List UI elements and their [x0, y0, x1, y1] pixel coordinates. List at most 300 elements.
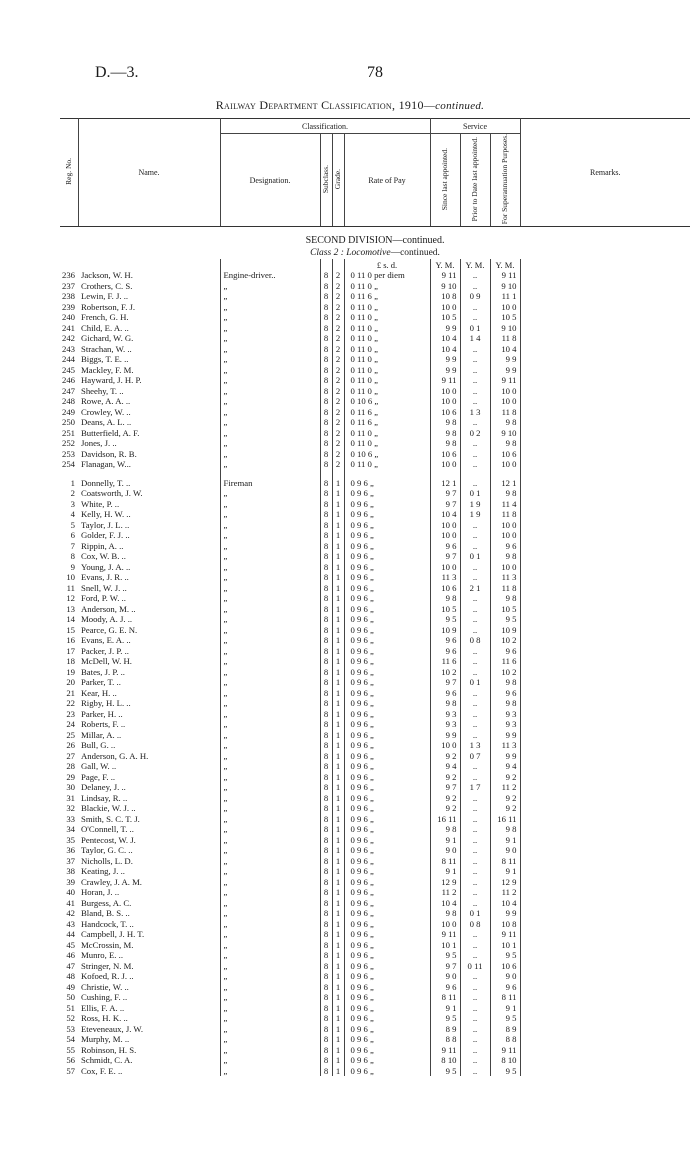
- reg-no-cell: 6: [70, 530, 75, 541]
- subclass-cell: 8: [320, 845, 332, 856]
- subclass-cell: 8: [320, 866, 332, 877]
- grade-cell: 1: [332, 530, 344, 541]
- rate-cell: 0 11 0 „: [344, 375, 430, 386]
- super-cell: 9 2: [490, 803, 520, 814]
- subclass-cell: 8: [320, 1003, 332, 1014]
- remarks-cell: [520, 1013, 690, 1024]
- super-cell: 10 0: [490, 396, 520, 407]
- prior-cell: 0 1: [460, 677, 490, 688]
- prior-cell: ..: [460, 845, 490, 856]
- subclass-cell: 8: [320, 386, 332, 397]
- super-cell: 10 5: [490, 312, 520, 323]
- rate-cell: 0 9 6 „: [344, 1003, 430, 1014]
- rate-cell: 0 11 0 „: [344, 323, 430, 334]
- super-cell: 10 0: [490, 562, 520, 573]
- remarks-cell: [520, 866, 690, 877]
- name-cell: Butterfield, A. F.: [78, 428, 220, 439]
- prior-cell: 0 11: [460, 961, 490, 972]
- prior-cell: ..: [460, 688, 490, 699]
- remarks-cell: [520, 877, 690, 888]
- super-cell: 9 9: [490, 908, 520, 919]
- rate-cell: 0 11 6 „: [344, 417, 430, 428]
- grade-cell: 1: [332, 877, 344, 888]
- rate-cell: 0 9 6 „: [344, 551, 430, 562]
- super-cell: 9 11: [490, 270, 520, 281]
- designation-cell: „: [220, 971, 320, 982]
- rate-cell: 0 9 6 „: [344, 940, 430, 951]
- classification-table: [60, 118, 690, 1076]
- remarks-cell: [520, 333, 690, 344]
- name-cell: White, P. ..: [78, 499, 220, 510]
- prior-cell: ..: [460, 375, 490, 386]
- prior-cell: ..: [460, 950, 490, 961]
- remarks-cell: [520, 1066, 690, 1077]
- name-cell: Evans, J. R. ..: [78, 572, 220, 583]
- remarks-cell: [520, 803, 690, 814]
- reg-no-cell: 5: [70, 519, 75, 530]
- subclass-cell: 8: [320, 740, 332, 751]
- subclass-cell: 8: [320, 291, 332, 302]
- designation-cell: „: [220, 824, 320, 835]
- super-cell: 11 8: [490, 583, 520, 594]
- reg-no-cell: 41: [66, 897, 75, 908]
- subclass-cell: 8: [320, 417, 332, 428]
- remarks-cell: [520, 438, 690, 449]
- subclass-cell: 8: [320, 950, 332, 961]
- remarks-cell: [520, 688, 690, 699]
- name-cell: Handcock, T. ..: [78, 919, 220, 930]
- remarks-cell: [520, 396, 690, 407]
- table-row: [60, 572, 690, 583]
- reg-no-cell: 13: [66, 603, 75, 614]
- grade-cell: 1: [332, 824, 344, 835]
- table-row: [60, 772, 690, 783]
- rate-cell: 0 9 6 „: [344, 520, 430, 531]
- designation-cell: „: [220, 530, 320, 541]
- super-cell: 10 8: [490, 919, 520, 930]
- since-last-cell: 9 9: [430, 730, 460, 741]
- since-last-cell: 9 3: [430, 719, 460, 730]
- remarks-cell: [520, 365, 690, 376]
- rate-cell: 0 9 6 „: [344, 772, 430, 783]
- since-last-cell: 9 2: [430, 793, 460, 804]
- remarks-cell: [520, 992, 690, 1003]
- designation-cell: „: [220, 604, 320, 615]
- rate-cell: 0 9 6 „: [344, 761, 430, 772]
- grade-cell: 1: [332, 803, 344, 814]
- super-cell: 12 1: [490, 478, 520, 489]
- rate-cell: 0 9 6 „: [344, 971, 430, 982]
- table-row: [60, 1003, 690, 1014]
- since-last-cell: 9 4: [430, 761, 460, 772]
- name-cell: Crawley, J. A. M.: [78, 877, 220, 888]
- name-cell: Donnelly, T. ..: [78, 478, 220, 489]
- name-cell: Taylor, J. L. ..: [78, 520, 220, 531]
- super-cell: 9 8: [490, 438, 520, 449]
- name-cell: Kear, H. ..: [78, 688, 220, 699]
- reg-no-cell: 27: [66, 750, 75, 761]
- reg-no-cell: 24: [66, 719, 75, 730]
- grade-cell: 1: [332, 688, 344, 699]
- grade-cell: 2: [332, 365, 344, 376]
- name-cell: McDell, W. H.: [78, 656, 220, 667]
- subclass-cell: 8: [320, 354, 332, 365]
- super-cell: 9 11: [490, 375, 520, 386]
- grade-cell: 1: [332, 709, 344, 720]
- grade-cell: 2: [332, 375, 344, 386]
- subclass-cell: 8: [320, 562, 332, 573]
- rate-cell: 0 11 0 „: [344, 281, 430, 292]
- designation-cell: „: [220, 961, 320, 972]
- prior-cell: ..: [460, 656, 490, 667]
- rate-cell: 0 9 6 „: [344, 530, 430, 541]
- table-row: [60, 396, 690, 407]
- table-row: [60, 291, 690, 302]
- since-last-cell: 11 6: [430, 656, 460, 667]
- subclass-cell: 8: [320, 520, 332, 531]
- grade-cell: 1: [332, 772, 344, 783]
- subclass-cell: 8: [320, 407, 332, 418]
- header-classification: Classification.: [220, 119, 430, 134]
- designation-cell: „: [220, 281, 320, 292]
- name-cell: Bull, G. ..: [78, 740, 220, 751]
- grade-cell: 1: [332, 887, 344, 898]
- reg-no-cell: 3: [70, 498, 75, 509]
- super-cell: 9 8: [490, 824, 520, 835]
- designation-cell: „: [220, 845, 320, 856]
- reg-no-cell: 46: [66, 950, 75, 961]
- name-cell: Deans, A. L. ..: [78, 417, 220, 428]
- prior-cell: ..: [460, 835, 490, 846]
- remarks-cell: [520, 449, 690, 460]
- remarks-cell: [520, 614, 690, 625]
- designation-cell: „: [220, 887, 320, 898]
- designation-cell: „: [220, 950, 320, 961]
- table-row: [60, 667, 690, 678]
- header-rate-of-pay: Rate of Pay: [344, 134, 430, 227]
- remarks-cell: [520, 417, 690, 428]
- designation-cell: „: [220, 646, 320, 657]
- rate-cell: 0 11 0 „: [344, 333, 430, 344]
- subclass-cell: 8: [320, 751, 332, 762]
- name-cell: Cox, F. E. ..: [78, 1066, 220, 1077]
- name-cell: Packer, J. P. ..: [78, 646, 220, 657]
- since-last-cell: 9 8: [430, 417, 460, 428]
- since-last-cell: 16 11: [430, 814, 460, 825]
- subclass-cell: 8: [320, 572, 332, 583]
- grade-cell: 1: [332, 698, 344, 709]
- table-row: [60, 407, 690, 418]
- table-row: [60, 323, 690, 334]
- name-cell: Flanagan, W...: [78, 459, 220, 470]
- designation-cell: „: [220, 898, 320, 909]
- reg-no-cell: 246: [61, 375, 75, 386]
- prior-cell: ..: [460, 281, 490, 292]
- super-cell: 11 1: [490, 291, 520, 302]
- table-row: [60, 530, 690, 541]
- grade-cell: 1: [332, 541, 344, 552]
- remarks-cell: [520, 950, 690, 961]
- grade-cell: 1: [332, 814, 344, 825]
- designation-cell: „: [220, 365, 320, 376]
- name-cell: French, G. H.: [78, 312, 220, 323]
- since-last-cell: 10 6: [430, 583, 460, 594]
- table-row: [60, 730, 690, 741]
- prior-cell: ..: [460, 940, 490, 951]
- remarks-cell: [520, 845, 690, 856]
- prior-cell: ..: [460, 386, 490, 397]
- since-last-cell: 9 5: [430, 1066, 460, 1077]
- units-row: [60, 259, 690, 270]
- table-row: [60, 386, 690, 397]
- reg-no-cell: 50: [66, 992, 75, 1003]
- remarks-cell: [520, 530, 690, 541]
- subclass-cell: 8: [320, 375, 332, 386]
- subclass-cell: 8: [320, 761, 332, 772]
- prior-cell: ..: [460, 856, 490, 867]
- rate-cell: 0 9 6 „: [344, 782, 430, 793]
- rate-cell: 0 9 6 „: [344, 541, 430, 552]
- prior-cell: ..: [460, 302, 490, 313]
- prior-cell: ..: [460, 877, 490, 888]
- reg-no-cell: 241: [61, 322, 75, 333]
- table-row: [60, 375, 690, 386]
- name-cell: Hayward, J. H. P.: [78, 375, 220, 386]
- reg-no-cell: 37: [66, 855, 75, 866]
- designation-cell: „: [220, 572, 320, 583]
- subclass-cell: 8: [320, 438, 332, 449]
- super-cell: 12 9: [490, 877, 520, 888]
- grade-cell: 1: [332, 1024, 344, 1035]
- since-last-cell: 9 6: [430, 646, 460, 657]
- reg-no-cell: 236: [61, 270, 75, 281]
- subclass-cell: 8: [320, 635, 332, 646]
- table-row: [60, 562, 690, 573]
- reg-no-cell: 1: [70, 477, 75, 488]
- section-division: SECOND DIVISION—continued.: [305, 234, 445, 246]
- designation-cell: „: [220, 375, 320, 386]
- prior-cell: 0 2: [460, 428, 490, 439]
- grade-cell: 1: [332, 961, 344, 972]
- reg-no-cell: 36: [66, 845, 75, 856]
- designation-cell: „: [220, 856, 320, 867]
- subclass-cell: 8: [320, 1066, 332, 1077]
- super-cell: 10 0: [490, 302, 520, 313]
- subclass-cell: 8: [320, 583, 332, 594]
- designation-cell: „: [220, 1003, 320, 1014]
- since-last-cell: 9 6: [430, 688, 460, 699]
- super-cell: 9 5: [490, 614, 520, 625]
- rate-cell: 0 9 6 „: [344, 866, 430, 877]
- subclass-cell: 8: [320, 940, 332, 951]
- prior-cell: 0 1: [460, 908, 490, 919]
- rate-cell: 0 9 6 „: [344, 667, 430, 678]
- remarks-cell: [520, 323, 690, 334]
- since-last-cell: 9 5: [430, 950, 460, 961]
- table-row: [60, 992, 690, 1003]
- subclass-cell: 8: [320, 929, 332, 940]
- rate-cell: 0 9 6 „: [344, 488, 430, 499]
- table-row: [60, 782, 690, 793]
- table-row: [60, 719, 690, 730]
- subclass-cell: 8: [320, 499, 332, 510]
- super-cell: 10 1: [490, 940, 520, 951]
- rate-cell: 0 10 6 „: [344, 396, 430, 407]
- designation-cell: „: [220, 520, 320, 531]
- remarks-cell: [520, 583, 690, 594]
- super-cell: 11 8: [490, 509, 520, 520]
- super-cell: 9 3: [490, 709, 520, 720]
- prior-cell: ..: [460, 1024, 490, 1035]
- table-row: [60, 677, 690, 688]
- name-cell: Ross, H. K. ..: [78, 1013, 220, 1024]
- table-row: [60, 961, 690, 972]
- reg-no-cell: 56: [66, 1055, 75, 1066]
- remarks-cell: [520, 270, 690, 281]
- section-class: [60, 247, 690, 259]
- prior-cell: 1 9: [460, 509, 490, 520]
- remarks-cell: [520, 1034, 690, 1045]
- prior-cell: ..: [460, 719, 490, 730]
- reg-no-cell: 249: [61, 406, 75, 417]
- name-cell: O'Connell, T. ..: [78, 824, 220, 835]
- since-last-cell: 10 0: [430, 530, 460, 541]
- page-title: Railway Department Classification, 1910—continued.: [215, 98, 485, 112]
- since-last-cell: 9 11: [430, 375, 460, 386]
- remarks-cell: [520, 386, 690, 397]
- reg-no-cell: 53: [66, 1023, 75, 1034]
- since-last-cell: 9 1: [430, 835, 460, 846]
- reg-no-cell: 242: [61, 333, 75, 344]
- reg-no-cell: 43: [66, 918, 75, 929]
- subclass-cell: 8: [320, 281, 332, 292]
- prior-cell: ..: [460, 572, 490, 583]
- prior-cell: 0 7: [460, 751, 490, 762]
- super-cell: 9 8: [490, 417, 520, 428]
- name-cell: Cox, W. B. ..: [78, 551, 220, 562]
- name-cell: Pearce, G. E. N.: [78, 625, 220, 636]
- header-service: Service: [430, 119, 520, 134]
- grade-cell: 1: [332, 635, 344, 646]
- grade-cell: 1: [332, 1066, 344, 1077]
- table-row: [60, 625, 690, 636]
- subclass-cell: 8: [320, 1013, 332, 1024]
- table-row: [60, 281, 690, 292]
- subclass-cell: 8: [320, 614, 332, 625]
- subclass-cell: 8: [320, 961, 332, 972]
- designation-cell: „: [220, 386, 320, 397]
- remarks-cell: [520, 835, 690, 846]
- reg-no-cell: 42: [66, 908, 75, 919]
- prior-cell: ..: [460, 593, 490, 604]
- reg-no-cell: 54: [66, 1034, 75, 1045]
- rate-cell: 0 9 6 „: [344, 499, 430, 510]
- rate-cell: 0 9 6 „: [344, 625, 430, 636]
- remarks-cell: [520, 407, 690, 418]
- subclass-cell: 8: [320, 551, 332, 562]
- name-cell: Millar, A. ..: [78, 730, 220, 741]
- designation-cell: „: [220, 751, 320, 762]
- subclass-cell: 8: [320, 449, 332, 460]
- subclass-cell: 8: [320, 677, 332, 688]
- remarks-cell: [520, 291, 690, 302]
- remarks-cell: [520, 562, 690, 573]
- prior-cell: ..: [460, 667, 490, 678]
- prior-cell: ..: [460, 730, 490, 741]
- designation-cell: „: [220, 1045, 320, 1056]
- rate-cell: 0 9 6 „: [344, 950, 430, 961]
- designation-cell: „: [220, 488, 320, 499]
- grade-cell: 1: [332, 646, 344, 657]
- prior-cell: ..: [460, 1066, 490, 1077]
- table-row: [60, 354, 690, 365]
- header-prior-to-date: Prior to Date last appointed.: [460, 134, 490, 227]
- designation-cell: „: [220, 344, 320, 355]
- name-cell: Munro, E. ..: [78, 950, 220, 961]
- reg-no-cell: 251: [61, 427, 75, 438]
- since-last-cell: 10 0: [430, 302, 460, 313]
- name-cell: Burgess, A. C.: [78, 898, 220, 909]
- page-number: 78: [367, 64, 383, 81]
- designation-cell: „: [220, 908, 320, 919]
- subclass-cell: 8: [320, 488, 332, 499]
- table-row: [60, 438, 690, 449]
- since-last-cell: 10 4: [430, 898, 460, 909]
- section-class-prefix: Class 2 :: [310, 248, 344, 259]
- reg-no-cell: 10: [66, 572, 75, 583]
- grade-cell: 1: [332, 908, 344, 919]
- since-last-cell: 9 8: [430, 593, 460, 604]
- rate-cell: 0 9 6 „: [344, 656, 430, 667]
- remarks-cell: [520, 646, 690, 657]
- prior-cell: ..: [460, 803, 490, 814]
- prior-cell: ..: [460, 312, 490, 323]
- rate-cell: 0 9 6 „: [344, 908, 430, 919]
- remarks-cell: [520, 940, 690, 951]
- reg-no-cell: 247: [61, 385, 75, 396]
- subclass-cell: 8: [320, 646, 332, 657]
- since-last-cell: 10 0: [430, 740, 460, 751]
- prior-cell: ..: [460, 365, 490, 376]
- since-last-cell: 10 0: [430, 919, 460, 930]
- reg-no-cell: 28: [66, 761, 75, 772]
- name-cell: Robinson, H. S.: [78, 1045, 220, 1056]
- grade-cell: 2: [332, 270, 344, 281]
- grade-cell: 2: [332, 333, 344, 344]
- subclass-cell: 8: [320, 898, 332, 909]
- reg-no-cell: 34: [66, 824, 75, 835]
- name-cell: Parker, T. ..: [78, 677, 220, 688]
- remarks-cell: [520, 344, 690, 355]
- prior-cell: ..: [460, 625, 490, 636]
- super-cell: 10 0: [490, 386, 520, 397]
- grade-cell: 2: [332, 449, 344, 460]
- subclass-cell: 8: [320, 1034, 332, 1045]
- name-cell: Child, E. A. ..: [78, 323, 220, 334]
- remarks-cell: [520, 604, 690, 615]
- subclass-cell: 8: [320, 530, 332, 541]
- grade-cell: 1: [332, 604, 344, 615]
- reg-no-cell: 4: [70, 509, 75, 520]
- rate-cell: 0 9 6 „: [344, 1013, 430, 1024]
- remarks-cell: [520, 635, 690, 646]
- rate-cell: 0 11 6 „: [344, 407, 430, 418]
- name-cell: Biggs, T. E. ..: [78, 354, 220, 365]
- rate-cell: 0 11 0 „: [344, 428, 430, 439]
- grade-cell: 2: [332, 344, 344, 355]
- designation-cell: „: [220, 698, 320, 709]
- subclass-cell: 8: [320, 887, 332, 898]
